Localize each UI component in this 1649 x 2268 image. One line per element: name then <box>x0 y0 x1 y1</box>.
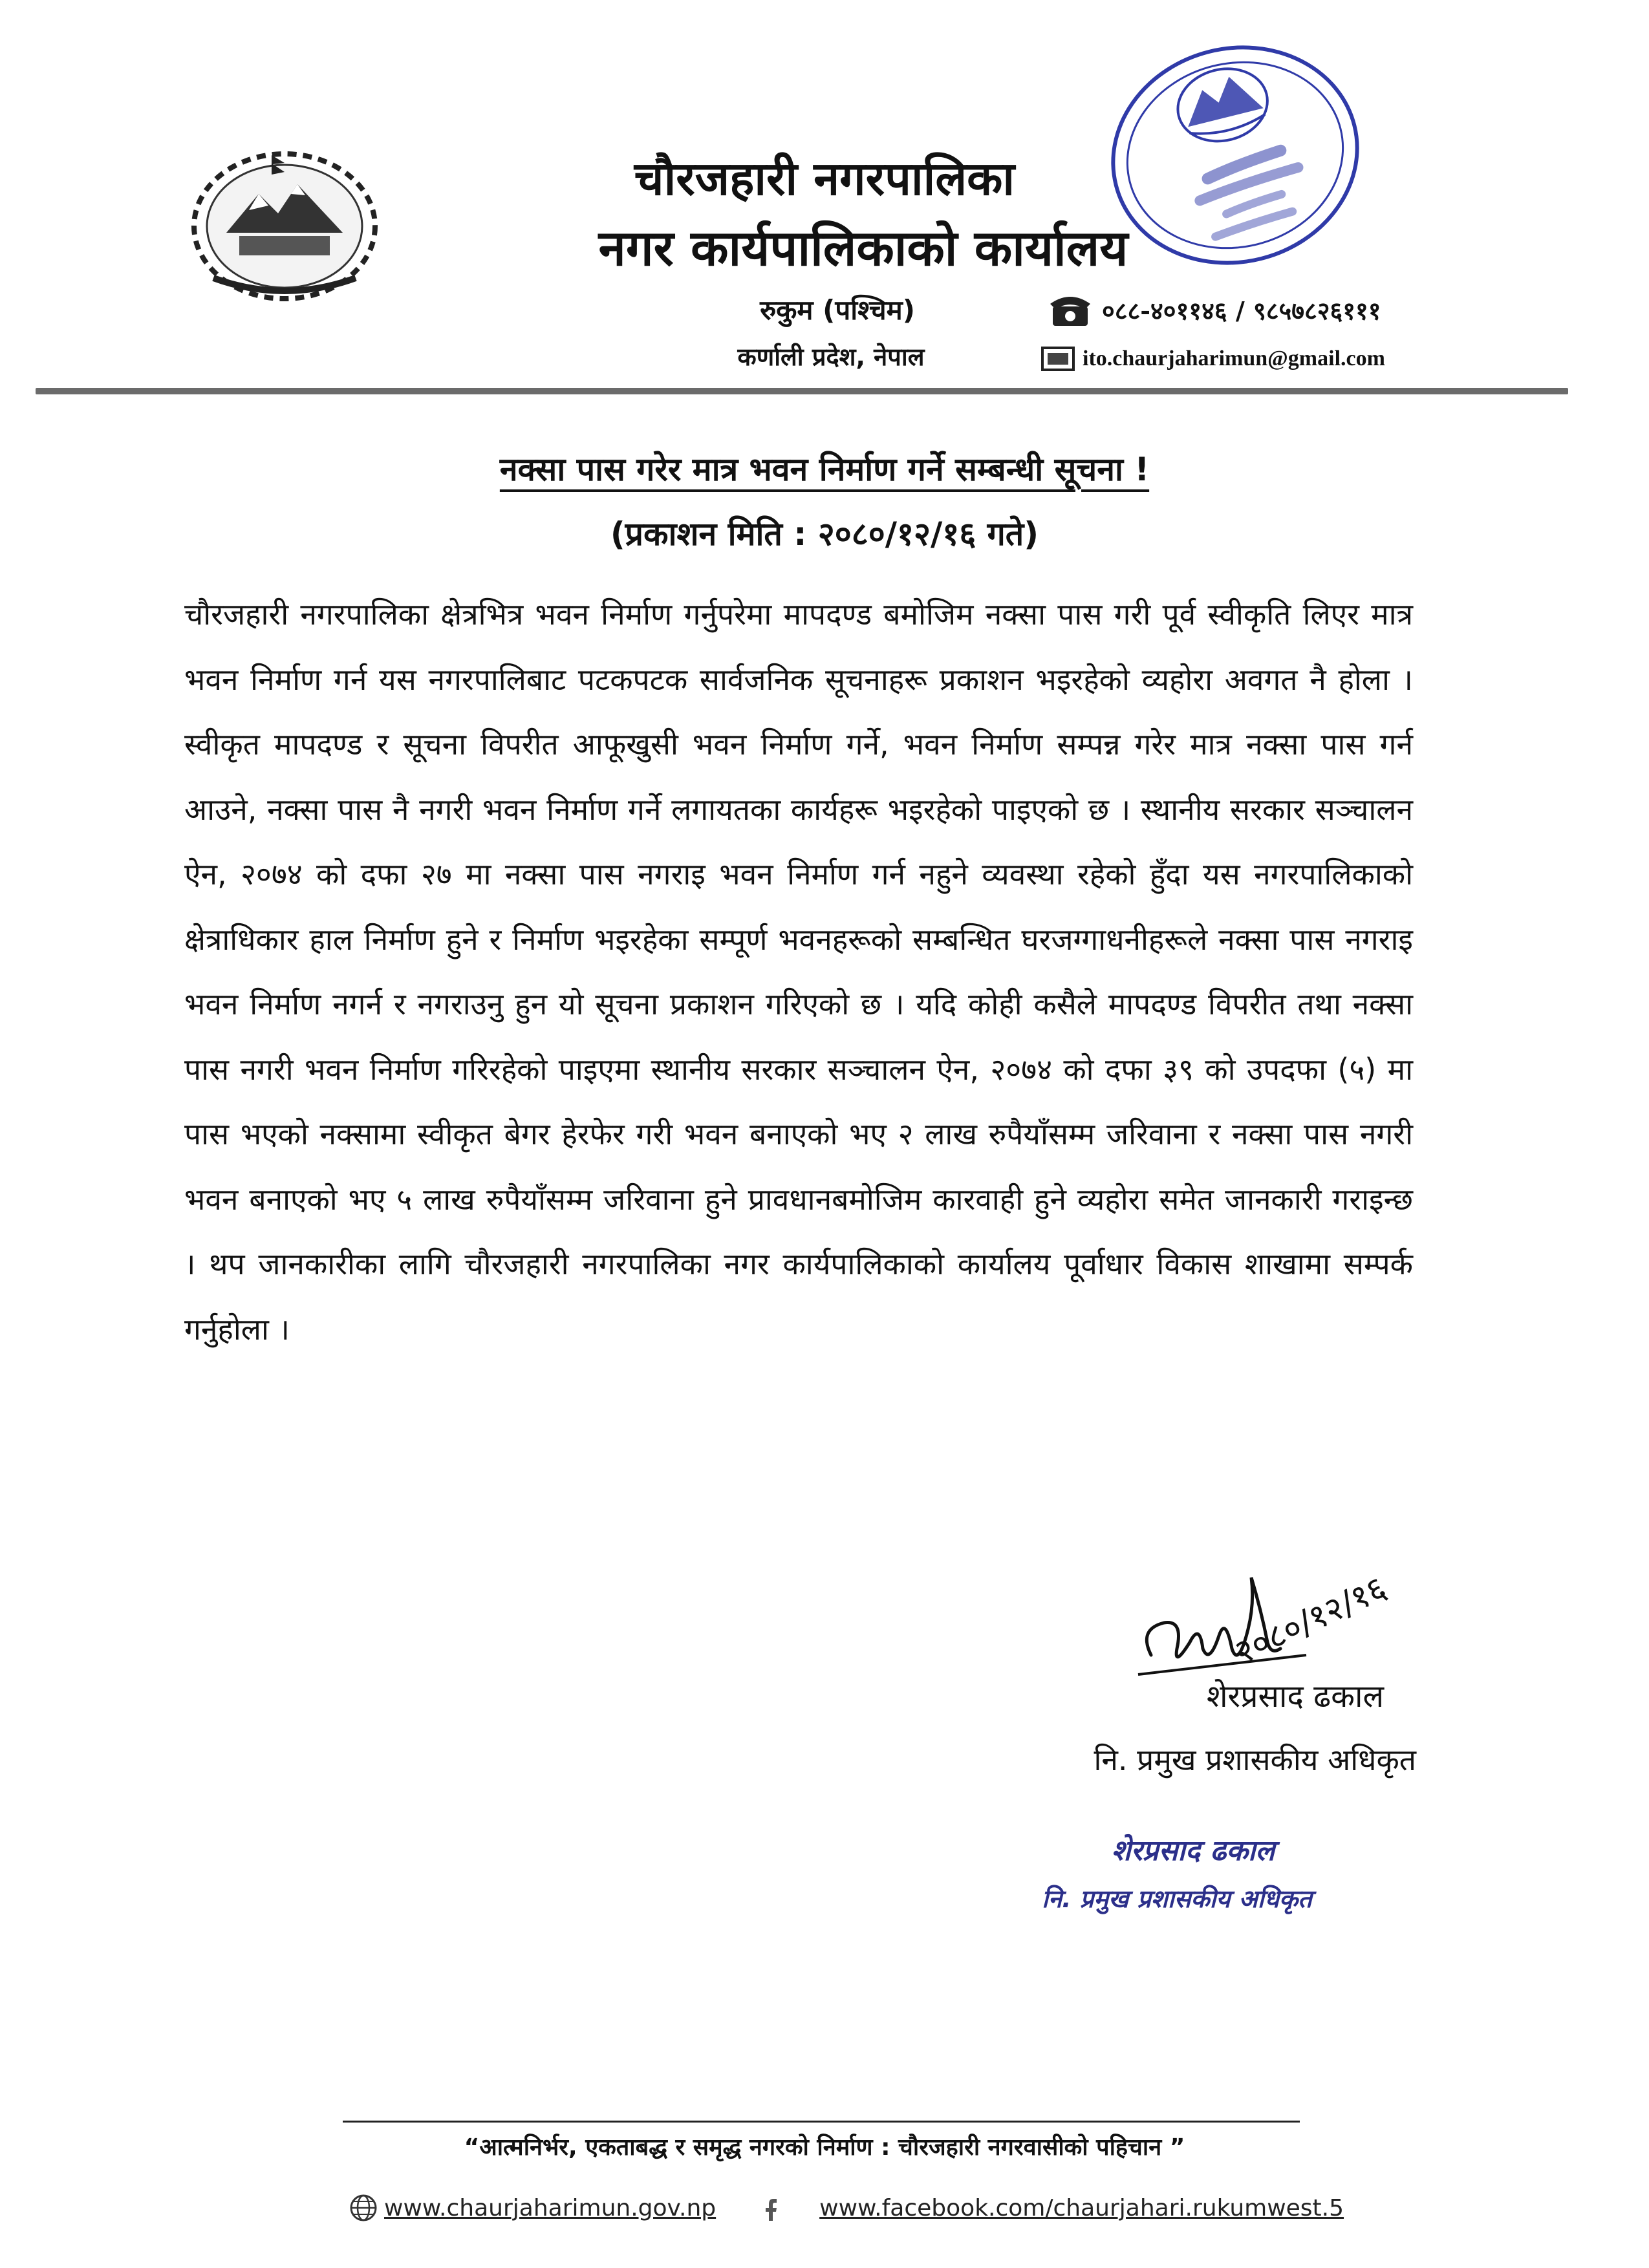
notice-title <box>0 446 1649 490</box>
telephone-icon <box>1048 292 1093 328</box>
province: कर्णाली प्रदेश, नेपाल <box>737 343 925 371</box>
signature-date: २०८०/१२/१६ <box>1229 1568 1393 1673</box>
facebook-icon <box>761 2194 781 2222</box>
footer-divider <box>343 2121 1300 2123</box>
header-divider <box>36 388 1568 394</box>
stamp-designation: नि. प्रमुख प्रशासकीय अधिकृत <box>1042 1885 1312 1913</box>
notice-title-text: नक्सा पास गरेर मात्र भवन निर्माण गर्ने सम्बन्धी सूचना ! <box>499 451 1150 488</box>
stamp-name: शेरप्रसाद ढकाल <box>1111 1834 1275 1867</box>
footer-links <box>349 2188 1449 2227</box>
facebook-url[interactable]: www.facebook.com/chaurjahari.rukumwest.5 <box>819 2194 1344 2221</box>
email-address[interactable]: ito.chaurjaharimun@gmail.com <box>1083 347 1385 370</box>
org-name: चौरजहारी नगरपालिका <box>634 151 1015 206</box>
contact-phone <box>1048 291 1381 330</box>
notice-body: चौरजहारी नगरपालिका क्षेत्रभित्र भवन निर्माण गर्नुपरेमा मापदण्ड बमोजिम नक्सा पास गरी पूर्व स्वीकृति लिएर मात्र भवन निर्माण गर्न यस नगरपालिबाट पटकपटक सार्वजनिक सूचनाहरू प्रकाशन भइरहेको व्यहोरा अवगत नै होला । स्वीकृत मापदण्ड र सूचना विपरीत आफूखुसी भवन निर्माण गर्ने, भवन निर्माण सम्पन्न गरेर मात्र नक्सा पास गर्न आउने, नक्सा पास नै नगरी भवन निर्माण गर्ने लगायतका कार्यहरू भइरहेको पाइएको छ । स्थानीय सरकार सञ्चालन ऐन, २०७४ को दफा २७ मा नक्सा पास नगराइ भवन निर्माण गर्न नहुने व्यवस्था रहेको हुँदा यस नगरपालिकाको क्षेत्राधिकार हाल निर्माण हुने र निर्माण भइरहेका सम्पूर्ण भवनहरूको सम्बन्धित घरजग्गाधनीहरूले नक्सा पास नगराइ भवन निर्माण नगर्न र नगराउनु हुन यो सूचना प्रकाशन गरिएको छ । यदि कोही कसैले मापदण्ड विपरीत तथा नक्सा पास नगरी भवन निर्माण गरिरहेको पाइएमा स्थानीय सरकार सञ्चालन ऐन, २०७४ को दफा ३९ को उपदफा (५) मा पास भएको नक्सामा स्वीकृत बेगर हेरफेर गरी भवन बनाएको भए २ लाख रुपैयाँसम्म जरिवाना र नक्सा पास नगरी भवन बनाएको भए ५ लाख रुपैयाँसम्म जरिवाना हुने प्रावधानबमोजिम कारवाही हुने व्यहोरा समेत जानकारी गराइन्छ । थप जानकारीका लागि चौरजहारी नगरपालिका नगर कार्यपालिकाको कार्यालय पूर्वाधार विकास शाखामा सम्पर्क गर्नुहोला । <box>184 597 1413 1347</box>
globe-icon <box>349 2194 378 2222</box>
publication-date: (प्रकाशन मिति : २०८०/१२/१६ गते) <box>610 515 1039 553</box>
phone-number: ०८८-४०११४६ / ९८५७८२६१११ <box>1102 296 1381 325</box>
signatory-name: शेरप्रसाद ढकाल <box>1206 1678 1384 1715</box>
footer-slogan: “आत्मनिर्भर, एकताबद्ध र समृद्ध नगरको निर्माण : चौरजहारी नगरवासीको पहिचान ” <box>464 2134 1185 2161</box>
contact-email <box>1041 343 1385 375</box>
facebook-link[interactable] <box>761 2194 1344 2222</box>
website-url[interactable]: www.chaurjaharimun.gov.np <box>384 2194 717 2221</box>
website-link[interactable] <box>349 2194 716 2222</box>
office-name: नगर कार्यपालिकाको कार्यालय <box>598 219 1128 277</box>
email-icon <box>1041 347 1075 371</box>
district: रुकुम (पश्चिम) <box>760 294 915 326</box>
signatory-designation: नि. प्रमुख प्रशासकीय अधिकृत <box>1094 1742 1416 1777</box>
municipality-seal-icon <box>1099 32 1371 278</box>
